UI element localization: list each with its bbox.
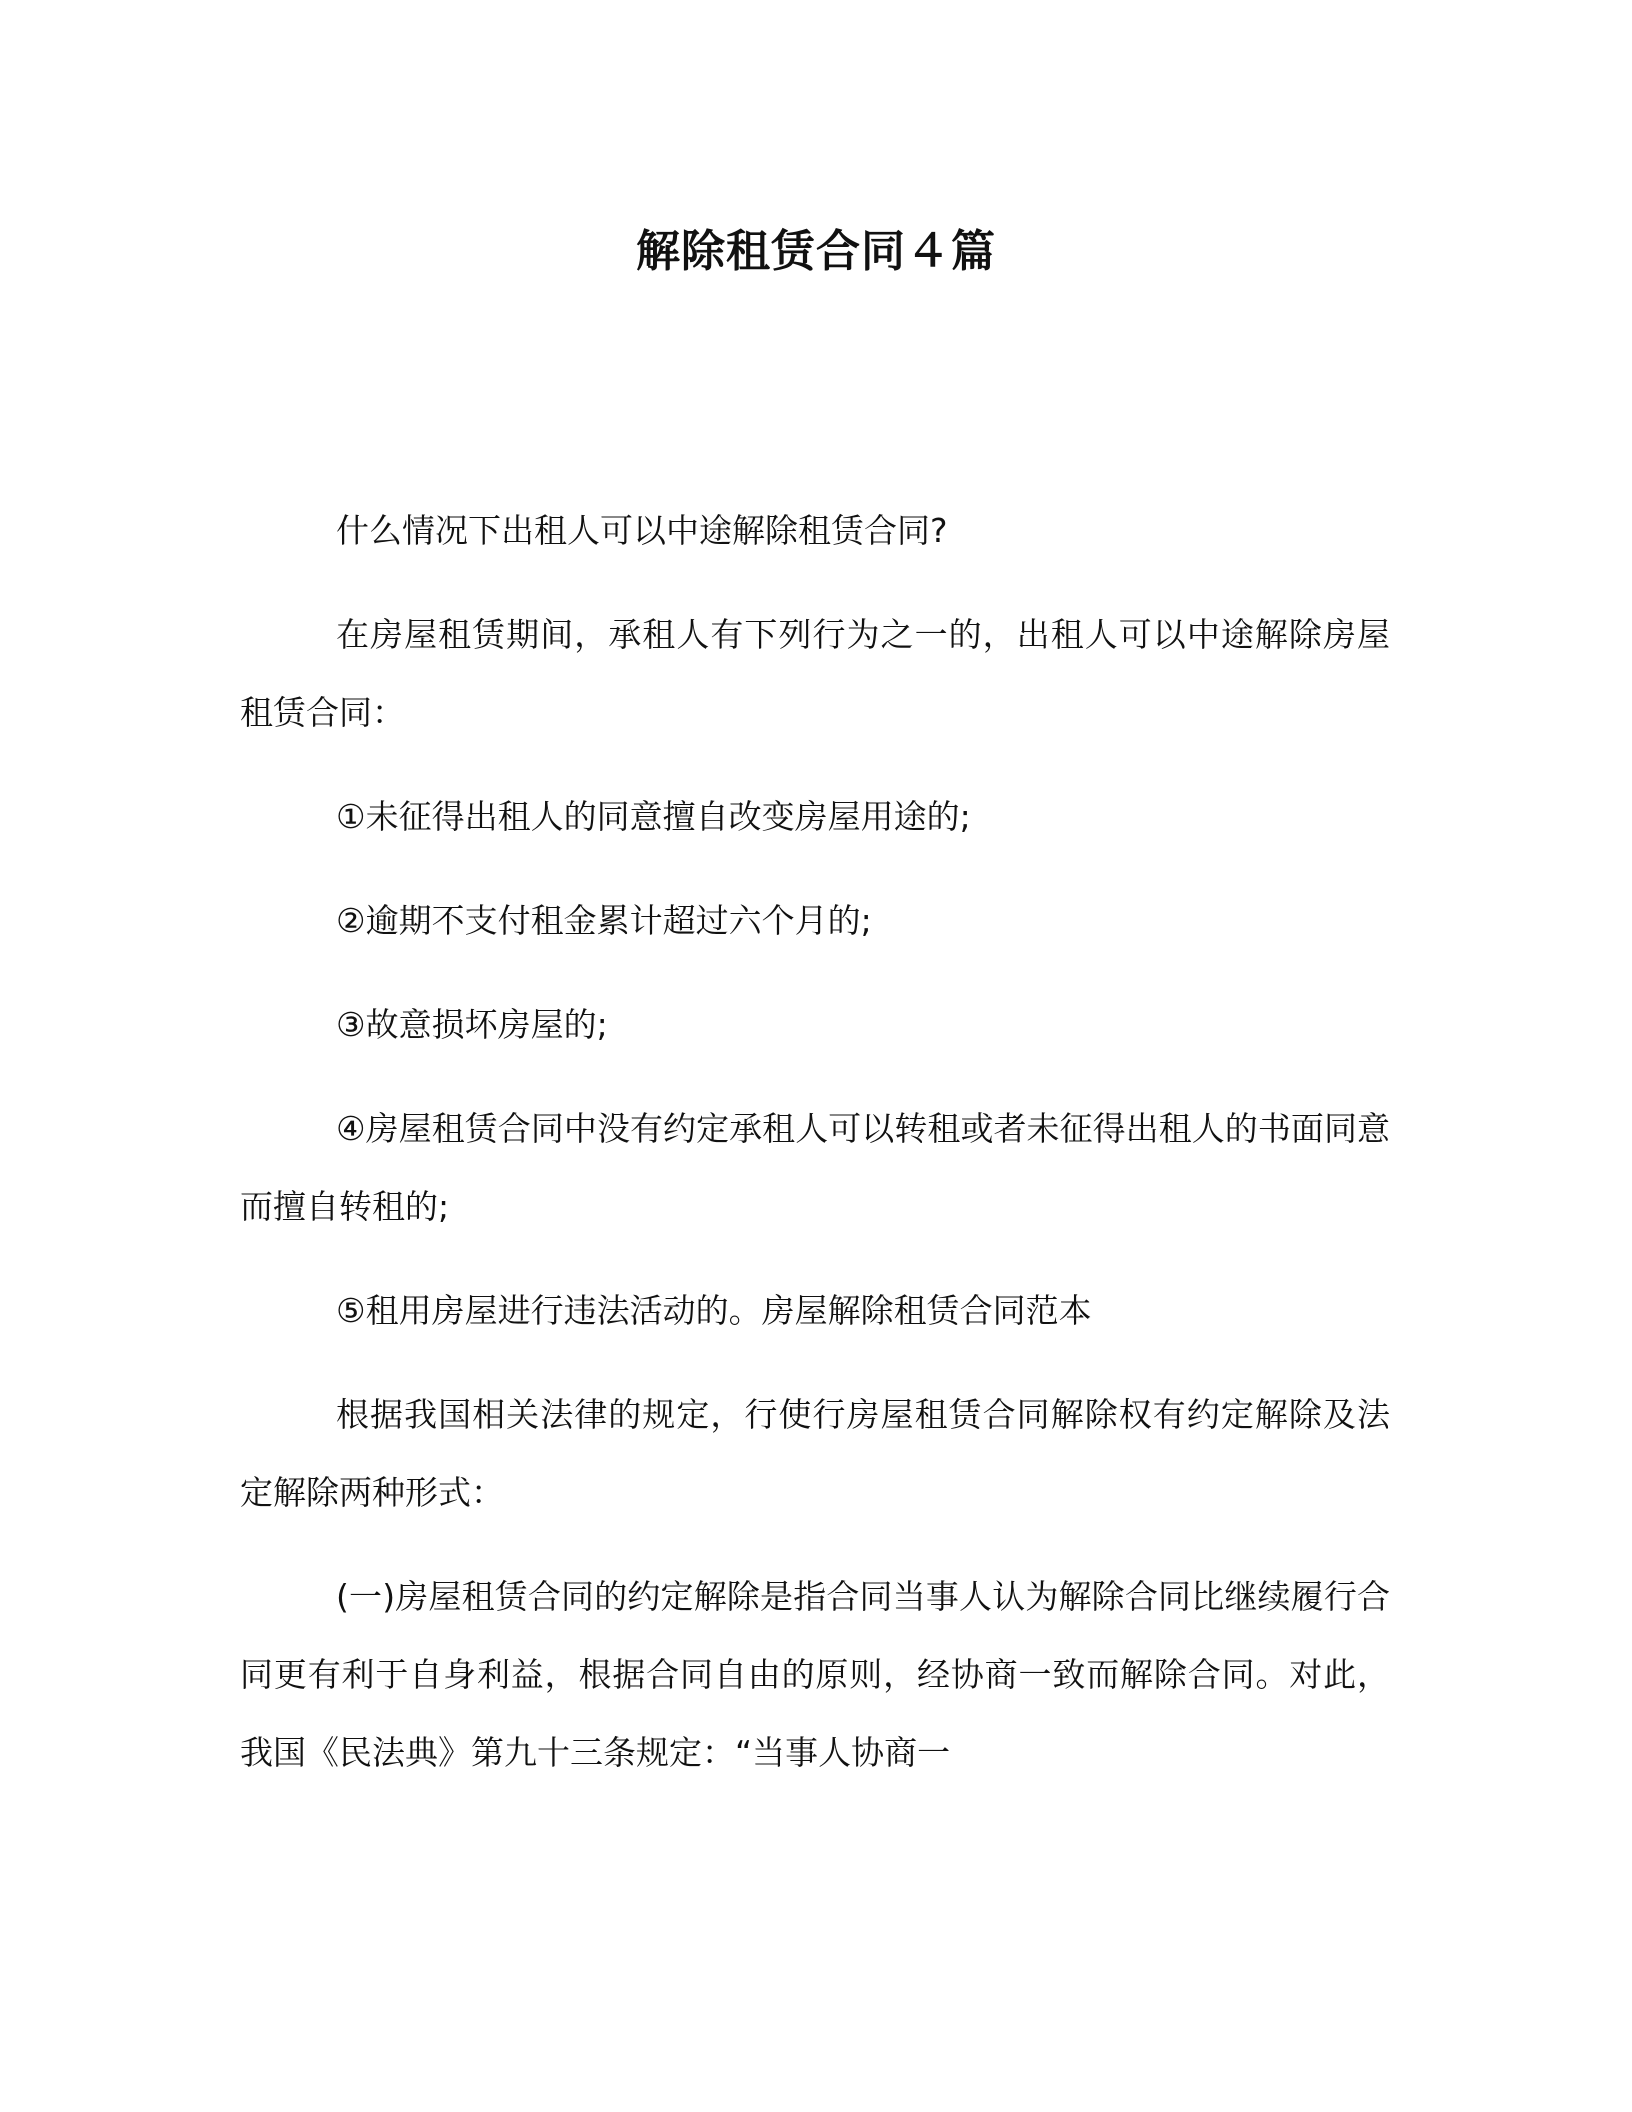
paragraph-agreed-termination: (一)房屋租赁合同的约定解除是指合同当事人认为解除合同比继续履行合同更有利于自身利益，根据合同自由的原则，经协商一致而解除合同。对此，我国《民法典》第九十三条规定：“当事人协商一 (240, 1577, 1390, 1772)
paragraph-intro: 在房屋租赁期间，承租人有下列行为之一的，出租人可以中途解除房屋租赁合同： (240, 615, 1390, 732)
list-item-5: ⑤租用房屋进行违法活动的。房屋解除租赁合同范本 (336, 1291, 1092, 1330)
document-title: 解除租赁合同４篇 (636, 226, 996, 277)
list-item-2: ②逾期不支付租金累计超过六个月的; (336, 901, 872, 940)
document-body (240, 492, 1390, 1818)
paragraph-question: 什么情况下出租人可以中途解除租赁合同? (336, 511, 948, 550)
list-item-4: ④房屋租赁合同中没有约定承租人可以转租或者未征得出租人的书面同意而擅自转租的; (240, 1109, 1390, 1226)
list-item-3: ③故意损坏房屋的; (336, 1005, 608, 1044)
paragraph-legal-basis: 根据我国相关法律的规定，行使行房屋租赁合同解除权有约定解除及法定解除两种形式： (240, 1395, 1390, 1512)
list-item-1: ①未征得出租人的同意擅自改变房屋用途的; (336, 797, 971, 836)
